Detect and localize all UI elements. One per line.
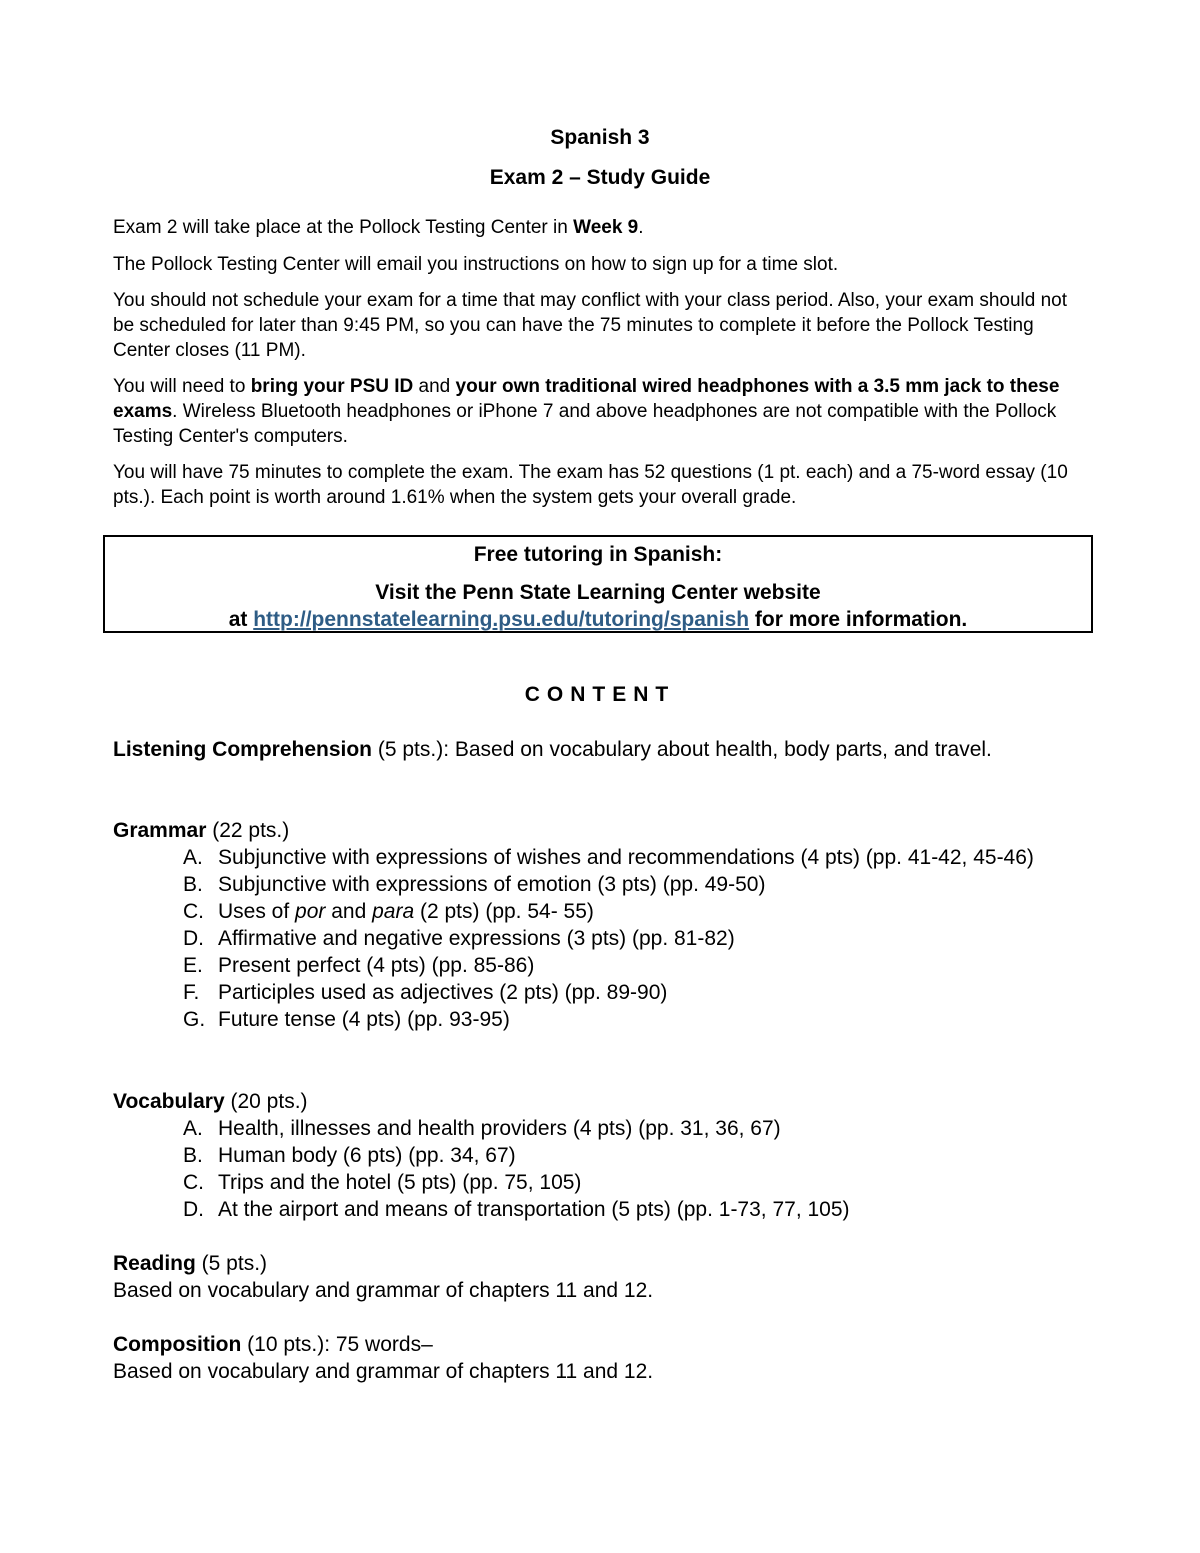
item-letter: A. <box>183 1117 203 1140</box>
tutoring-line-3 <box>105 608 1091 632</box>
item-text: and <box>325 900 373 923</box>
item-letter: D. <box>183 1198 204 1221</box>
item-letter: B. <box>183 873 203 896</box>
tutoring-at: at <box>228 608 254 631</box>
item-text: Trips and the hotel (5 pts) (pp. 75, 105) <box>218 1171 582 1194</box>
item-text: Subjunctive with expressions of emotion (3 pts) (pp. 49-50) <box>218 873 766 896</box>
intro-paragraph-1 <box>113 215 1075 240</box>
list-item <box>113 898 1073 925</box>
vocabulary-section <box>113 1088 1073 1223</box>
grammar-title: Grammar <box>113 819 207 842</box>
tutoring-heading: Free tutoring in Spanish: <box>473 543 723 566</box>
list-item <box>113 1006 1073 1033</box>
list-item <box>113 925 1073 952</box>
item-text: Present perfect (4 pts) (pp. 85-86) <box>218 954 535 977</box>
item-text: Uses of <box>218 900 296 923</box>
intro-p4-text-c: and <box>413 376 456 397</box>
item-letter: F. <box>183 981 200 1004</box>
page-subtitle: Exam 2 – Study Guide <box>489 166 711 189</box>
item-text: Participles used as adjectives (2 pts) (pp. 89-90) <box>218 981 668 1004</box>
composition-description: Based on vocabulary and grammar of chapters 11 and 12. <box>113 1360 654 1383</box>
item-text: (2 pts) (pp. 54- 55) <box>414 900 594 923</box>
item-italic-por: por <box>295 900 326 923</box>
list-item <box>113 1196 1073 1223</box>
list-item <box>113 844 1073 871</box>
list-item <box>113 1115 1073 1142</box>
reading-points: (5 pts.) <box>195 1252 268 1275</box>
course-title: Spanish 3 <box>550 126 650 149</box>
intro-paragraph-5: You will have 75 minutes to complete the exam. The exam has 52 questions (1 pt. each) and a 75-word essay (10 pts.). Each point is worth around 1.61% when the system gets your overall grade. <box>113 462 1068 508</box>
reading-title: Reading <box>113 1252 196 1275</box>
list-item <box>113 871 1073 898</box>
listening-section <box>113 736 1073 763</box>
reading-description: Based on vocabulary and grammar of chapters 11 and 12. <box>113 1279 654 1302</box>
intro-p1-end: . <box>638 217 644 238</box>
item-text: At the airport and means of transportation (5 pts) (pp. 1-73, 77, 105) <box>218 1198 850 1221</box>
list-item <box>113 979 1073 1006</box>
list-item <box>113 1169 1073 1196</box>
intro-p4-text-a: You will need to <box>113 376 251 397</box>
headphones-requirement: your own traditional wired headphones with a 3.5 mm jack to these exams <box>113 376 1060 422</box>
tutoring-link[interactable]: http://pennstatelearning.psu.edu/tutoring/spanish <box>253 608 750 631</box>
bring-psu-id: bring your PSU ID <box>250 376 414 397</box>
vocabulary-list <box>113 1115 1073 1223</box>
intro-paragraph-3: You should not schedule your exam for a time that may conflict with your class period. Also, your exam should not be scheduled for later than 9:45 PM, so you can have the 75 minutes to complete it before the Pollock Testing Center closes (11 PM). <box>113 290 1068 361</box>
item-letter: C. <box>183 900 204 923</box>
item-italic-para: para <box>372 900 415 923</box>
vocabulary-title: Vocabulary <box>113 1090 225 1113</box>
composition-points: (10 pts.): 75 words– <box>241 1333 433 1356</box>
item-text: Affirmative and negative expressions (3 pts) (pp. 81-82) <box>218 927 735 950</box>
item-text: Health, illnesses and health providers (4 pts) (pp. 31, 36, 67) <box>218 1117 781 1140</box>
reading-section <box>113 1250 1073 1304</box>
item-text: Future tense (4 pts) (pp. 93-95) <box>218 1008 510 1031</box>
content-heading: CONTENT <box>524 683 676 706</box>
grammar-section <box>113 817 1073 1033</box>
tutoring-line-2: Visit the Penn State Learning Center website <box>375 581 821 604</box>
exam-week: Week 9 <box>573 217 639 238</box>
tutoring-more-info: for more information. <box>749 608 968 631</box>
intro-paragraph-4 <box>113 374 1075 449</box>
listening-title: Listening Comprehension <box>113 738 373 761</box>
intro-paragraph-2: The Pollock Testing Center will email you instructions on how to sign up for a time slot. <box>113 254 839 275</box>
list-item <box>113 1142 1073 1169</box>
item-text: Human body (6 pts) (pp. 34, 67) <box>218 1144 516 1167</box>
item-letter: G. <box>183 1008 206 1031</box>
item-letter: B. <box>183 1144 203 1167</box>
item-letter: E. <box>183 954 203 977</box>
composition-title: Composition <box>113 1333 242 1356</box>
grammar-list <box>113 844 1073 1033</box>
item-letter: A. <box>183 846 203 869</box>
item-text: Subjunctive with expressions of wishes and recommendations (4 pts) (pp. 41-42, 45-46) <box>218 846 1034 869</box>
listening-description: (5 pts.): Based on vocabulary about health, body parts, and travel. <box>372 738 992 761</box>
tutoring-box <box>103 535 1093 633</box>
item-letter: C. <box>183 1171 204 1194</box>
intro-p1-text: Exam 2 will take place at the Pollock Testing Center in <box>113 217 574 238</box>
vocabulary-points: (20 pts.) <box>224 1090 308 1113</box>
list-item <box>113 952 1073 979</box>
composition-section <box>113 1331 1073 1385</box>
grammar-points: (22 pts.) <box>206 819 290 842</box>
item-letter: D. <box>183 927 204 950</box>
intro-p4-text-d: . Wireless Bluetooth headphones or iPhone 7 and above headphones are not compatible with the Pollock Testing Center's computers. <box>113 401 1057 447</box>
